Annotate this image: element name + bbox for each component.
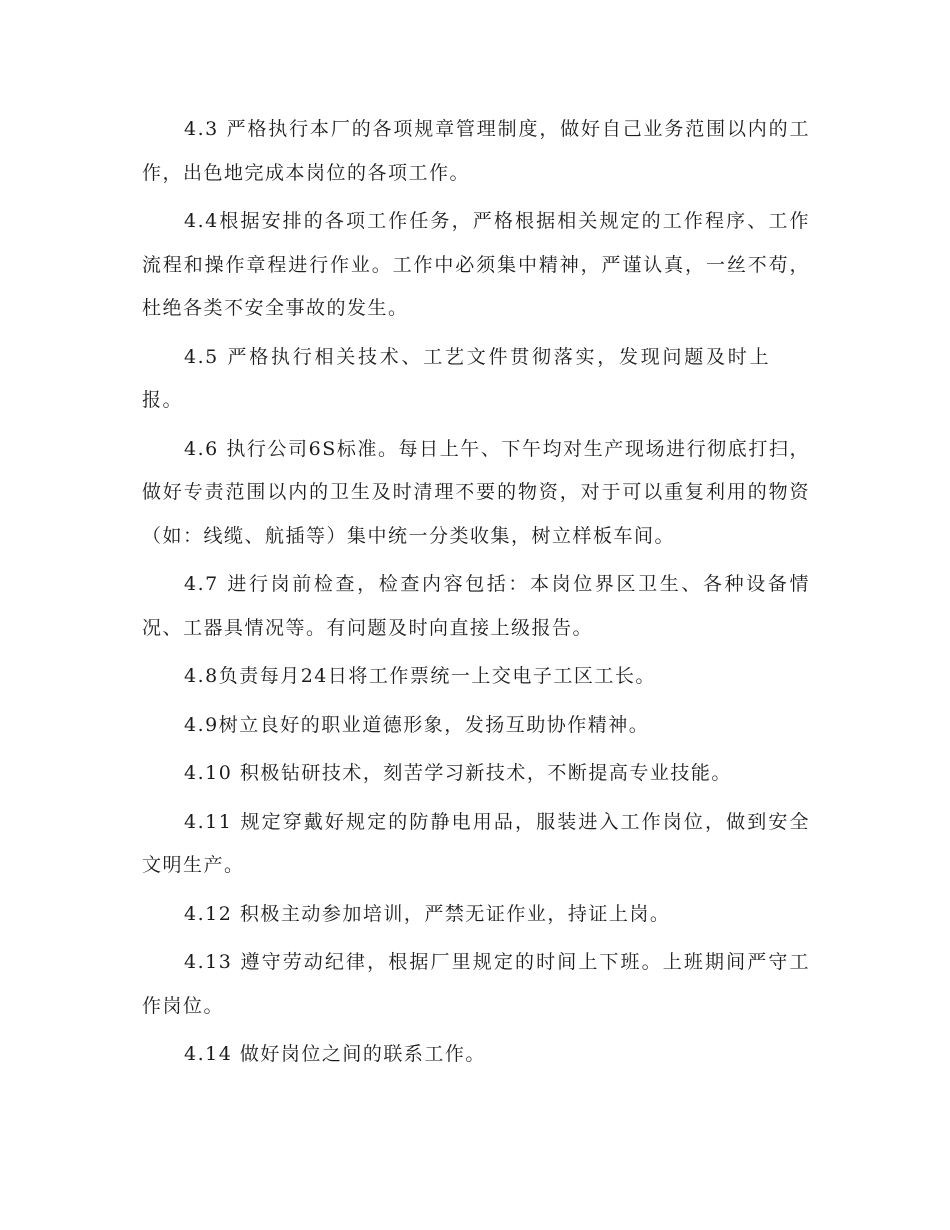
paragraph-4-6: 4.6 执行公司6S标准。每日上午、下午均对生产现场进行彻底打扫，做好专责范围以内的卫生及时清理不要的物资，对于可以重复利用的物资（如：线缆、航插等）集中统一分类收集，树立样板车间。 [142, 437, 810, 547]
paragraph-4-8: 4.8负责每月24日将工作票统一上交电子工区工长。 [184, 665, 656, 687]
document-body [142, 108, 810, 1082]
paragraph-4-13: 4.13 遵守劳动纪律，根据厂里规定的时间上下班。上班期间严守工作岗位。 [142, 951, 810, 1017]
paragraph-4-12: 4.12 积极主动参加培训，严禁无证作业，持证上岗。 [184, 902, 671, 925]
paragraph-4-4: 4.4根据安排的各项工作任务，严格根据相关规定的工作程序、工作流程和操作章程进行作业。工作中必须集中精神，严谨认真，一丝不苟，杜绝各类不安全事故的发生。 [142, 210, 810, 319]
paragraph-4-14: 4.14 做好岗位之间的联系工作。 [184, 1043, 486, 1065]
paragraph-4-7: 4.7 进行岗前检查，检查内容包括：本岗位界区卫生、各种设备情况、工器具情况等。有问题及时向直接上级报告。 [142, 573, 810, 639]
paragraph-4-9: 4.9树立良好的职业道德形象，发扬互助协作精神。 [184, 713, 650, 736]
paragraph-4-10: 4.10 积极钻研技术，刻苦学习新技术，不断提高专业技能。 [184, 762, 732, 784]
paragraph-4-11: 4.11 规定穿戴好规定的防静电用品，服装进入工作岗位，做到安全文明生产。 [142, 810, 810, 876]
paragraph-4-5: 4.5 严格执行相关技术、工艺文件贯彻落实，发现问题及时上报。 [142, 345, 770, 411]
paragraph-4-3: 4.3 严格执行本厂的各项规章管理制度，做好自己业务范围以内的工作，出色地完成本岗位的各项工作。 [142, 118, 810, 184]
